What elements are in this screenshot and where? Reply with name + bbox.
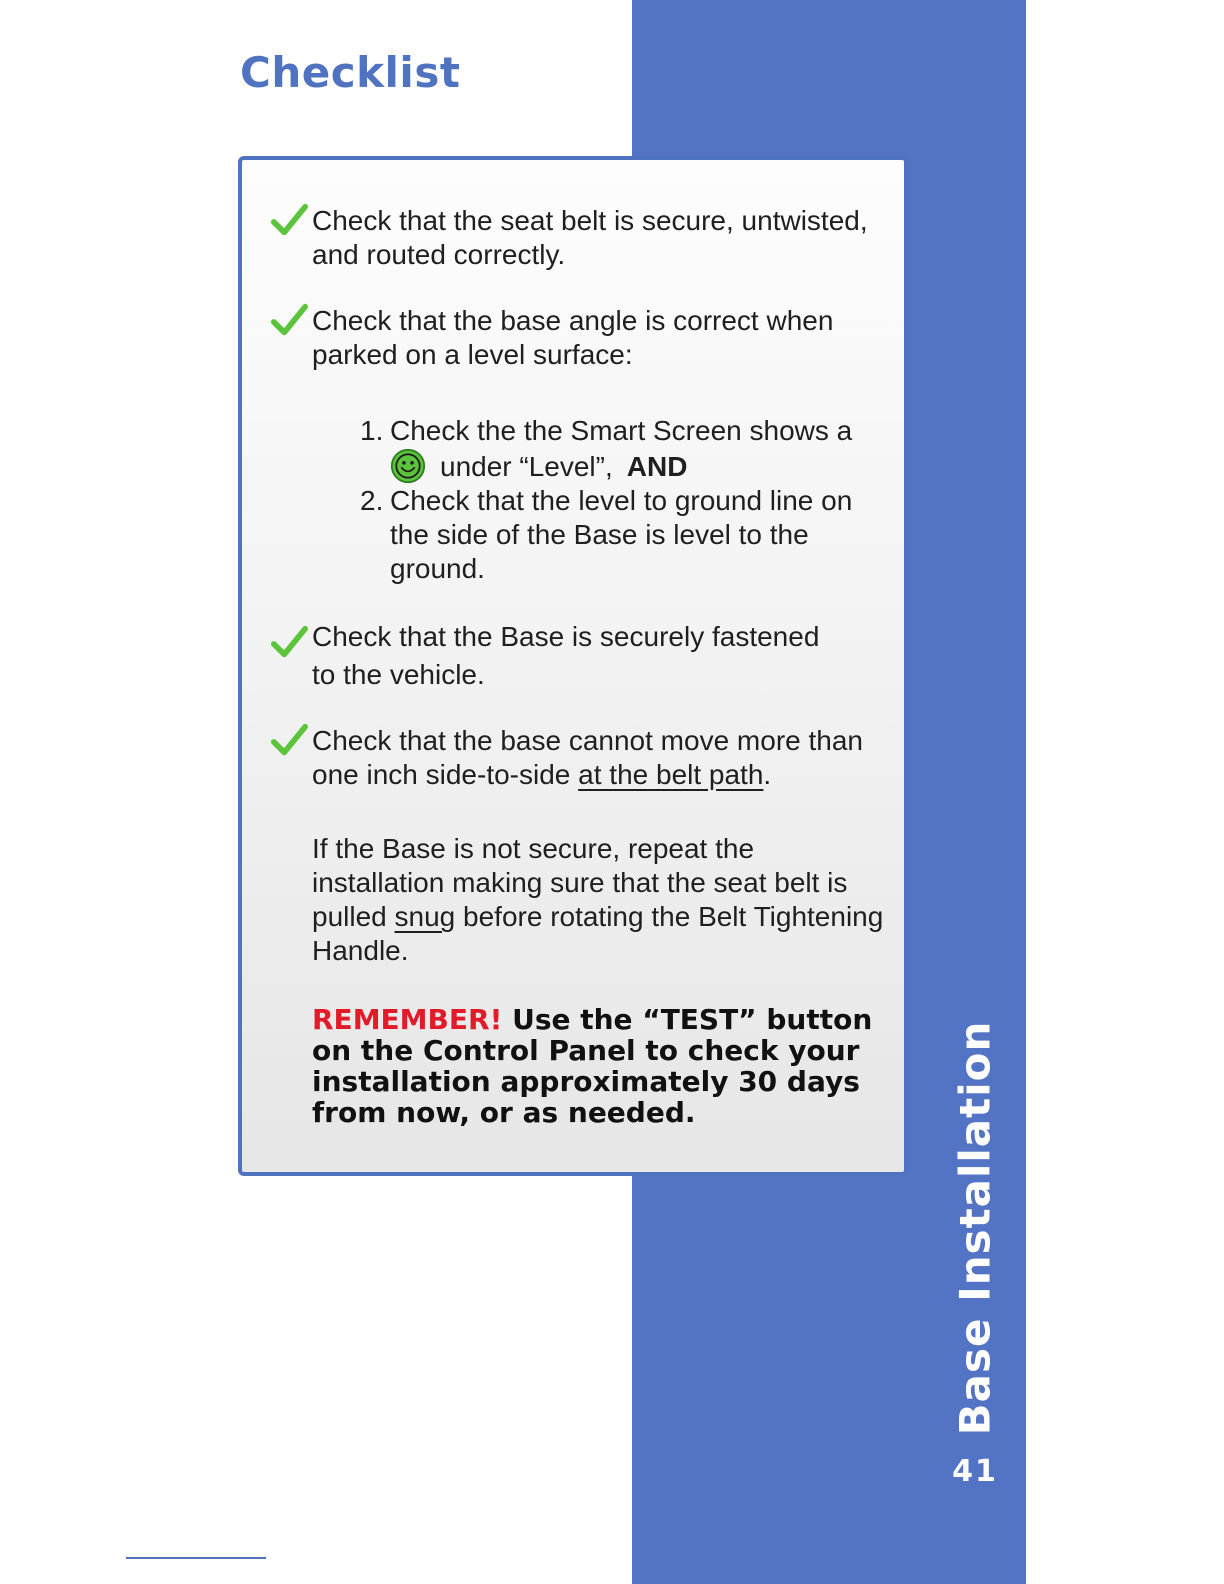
step-number: 2. <box>360 485 384 516</box>
step-text: Check that the level to ground line on the side of the Base is level to the ground. <box>390 485 853 584</box>
remember-notice <box>312 1004 882 1128</box>
smiley-face-icon <box>390 448 426 484</box>
checklist-item-text: Check that the base cannot move more than one inch side-to-side <box>312 725 863 790</box>
note-text: If the Base is not secure, repeat the installation making sure that the seat belt is pulled <box>312 833 848 932</box>
checklist-item-movement <box>312 724 892 792</box>
check-mark-icon <box>270 722 308 760</box>
checklist-item-text: Check that the base angle is correct when parked on a level surface: <box>312 305 834 370</box>
checklist-item-fastened <box>312 618 892 694</box>
checklist-item-text-continued: to the vehicle. <box>312 659 485 690</box>
belt-path-emphasis: at the belt path <box>578 759 764 790</box>
remember-label: REMEMBER! <box>312 1003 503 1036</box>
snug-emphasis: snug <box>394 901 456 932</box>
page-number: 41 <box>952 1454 998 1489</box>
not-secure-note <box>312 832 892 968</box>
step-item <box>360 484 880 586</box>
sentence-end: . <box>763 759 772 790</box>
checklist-panel <box>238 156 908 1176</box>
check-mark-icon <box>270 202 308 240</box>
page-title: Checklist <box>240 48 461 97</box>
step-text-continued: under “Level”, <box>440 451 613 482</box>
and-keyword: AND <box>626 451 688 482</box>
checklist-item-seat-belt <box>312 204 892 272</box>
footer-rule <box>126 1557 266 1559</box>
checklist-item-text: Check that the seat belt is secure, untwisted, and routed correctly. <box>312 205 868 270</box>
remember-text: Use the “TEST” button on the Control Panel to check your installation approximately 30 days from now, or as needed. <box>312 1003 873 1129</box>
step-text: Check the the Smart Screen shows a <box>390 415 853 446</box>
step-item <box>360 414 880 484</box>
checklist-item-base-angle <box>312 304 892 372</box>
angle-check-steps <box>360 414 880 586</box>
check-mark-icon <box>270 302 308 340</box>
step-number: 1. <box>360 415 384 446</box>
section-side-label: Base Installation <box>950 1020 1000 1436</box>
note-text-continued: before rotating the Belt Tightening Handle. <box>312 901 884 966</box>
check-mark-icon <box>270 624 308 662</box>
checklist-item-text: Check that the Base is securely fastened <box>312 621 820 652</box>
